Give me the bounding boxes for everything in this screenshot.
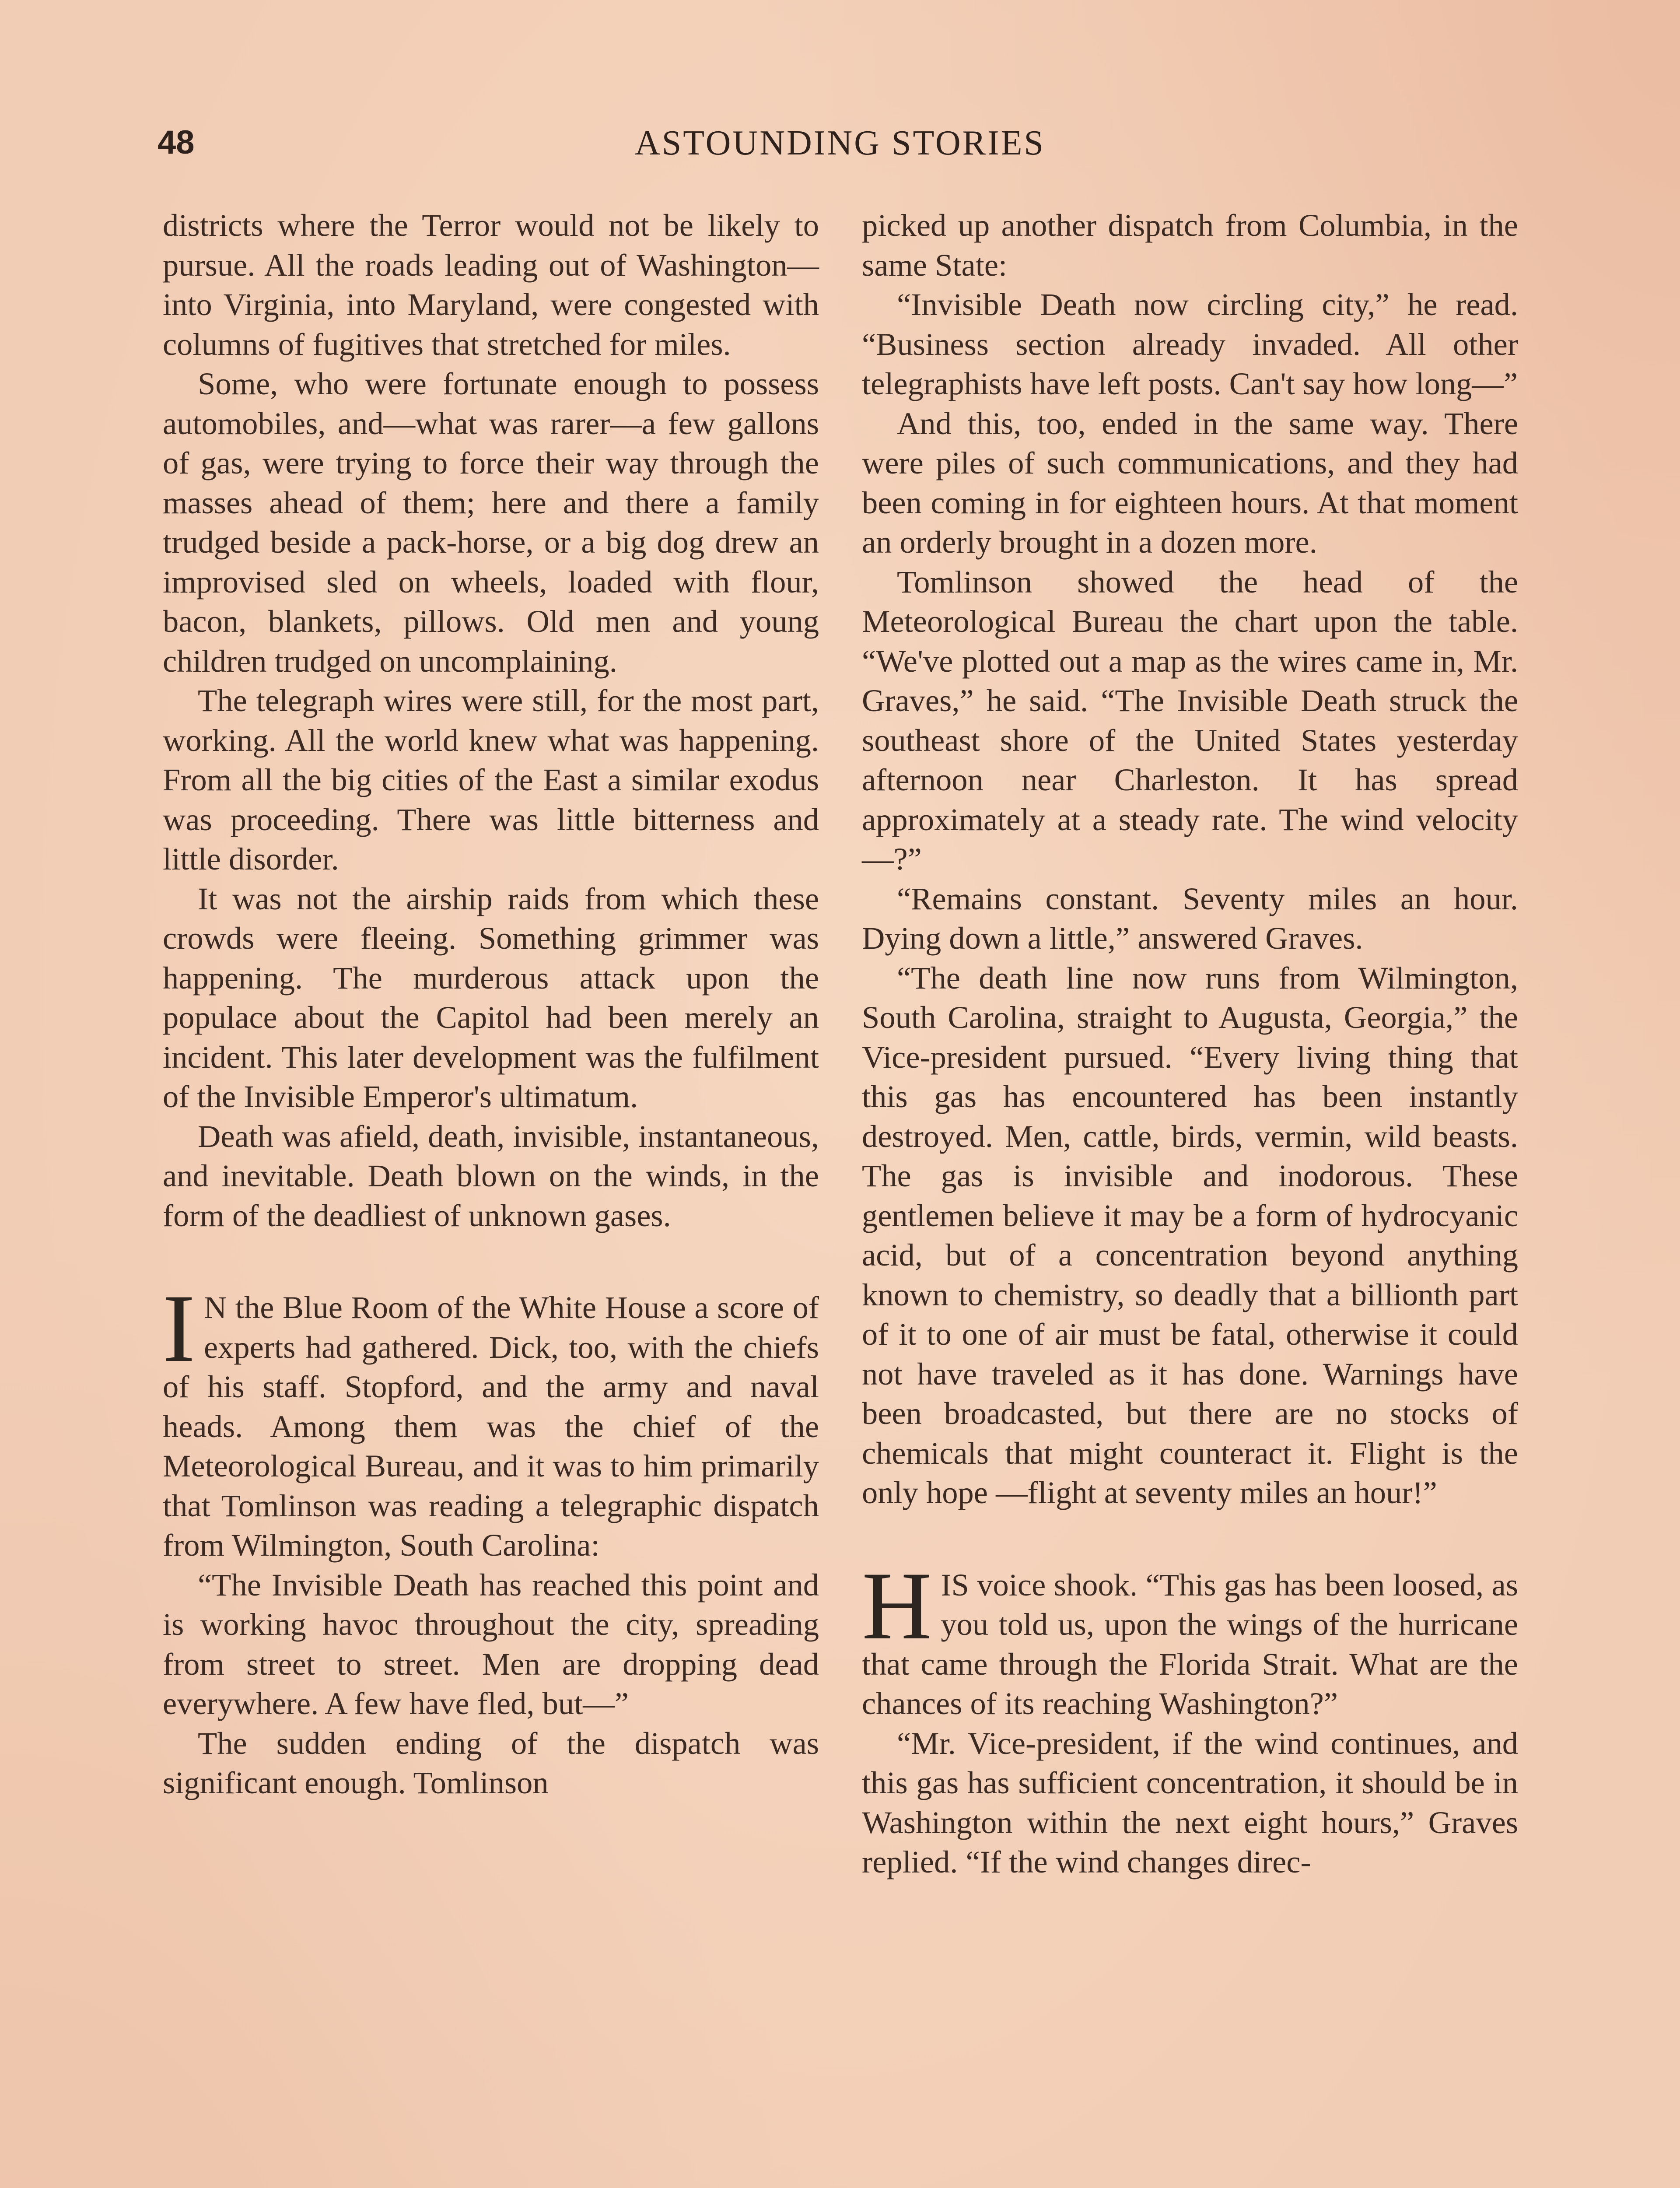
right-column xyxy=(862,206,1518,2188)
paragraph: “The death line now runs from Wilmington, South Carolina, straight to Augusta, Georgia,” the Vice-president pursued. “Every living thing that this gas has encountered has been instantly destroyed. Men, cattle, birds, vermin, wild beasts. The gas is invisible and inodorous. These gentlemen believe it may be a form of hydrocyanic acid, but of a concentration beyond anything known to chemistry, so deadly that a billionth part of it to one of air must be fatal, otherwise it could not have traveled as it has done. Warnings have been broadcasted, but there are no stocks of chemicals that might counteract it. Flight is the only hope —flight at seventy miles an hour!” xyxy=(862,960,1518,1510)
section-opening-paragraph xyxy=(163,1275,819,1565)
page-number: 48 xyxy=(158,124,195,161)
paragraph: The sudden ending of the dispatch was significant enough. Tomlinson xyxy=(163,1725,819,1800)
paragraph: The telegraph wires were still, for the most part, working. All the world knew what was happening. From all the big cities of the East a similar exodus was proceeding. There was little bitterness and little disorder. xyxy=(163,683,819,877)
running-head: ASTOUNDING STORIES xyxy=(634,124,1045,162)
paragraph-text: N the Blue Room of the White House a score of experts had gathered. Dick, too, with the chiefs of his staff. Stopford, and the army and naval heads. Among them was the chief of the Meteorological Bureau, and it was to him primarily that Tomlinson was reading a telegraphic dispatch from Wilmington, South Carolina: xyxy=(163,1290,819,1563)
page-header xyxy=(158,123,1522,172)
paragraph: picked up another dispatch from Columbia, in the same State: xyxy=(862,207,1518,283)
section-opening-paragraph xyxy=(862,1552,1518,1724)
paragraph-text: IS voice shook. “This gas has been loosed, as you told us, upon the wings of the hurricane that came through the Florida Strait. What are the chances of its reaching Washington?” xyxy=(862,1567,1518,1721)
paragraph: Tomlinson showed the head of the Meteorological Bureau the chart upon the table. “We've plotted out a map as the wires came in, Mr. Graves,” he said. “The Invisible Death struck the southeast shore of the United States yesterday afternoon near Charleston. It has spread approximately at a steady rate. The wind velocity—?” xyxy=(862,564,1518,877)
paragraph: And this, too, ended in the same way. There were piles of such communications, and they had been coming in for eighteen hours. At that moment an orderly brought in a dozen more. xyxy=(862,405,1518,560)
drop-cap: H xyxy=(862,1552,932,1660)
paragraph: districts where the Terror would not be likely to pursue. All the roads leading out of Washington—into Virginia, into Maryland, were congested with columns of fugitives that stretched for miles. xyxy=(163,207,819,362)
paragraph: Death was afield, death, invisible, instantaneous, and inevitable. Death blown on the winds, in the form of the deadliest of unknown gases. xyxy=(163,1118,819,1233)
paragraph: “Invisible Death now circling city,” he read. “Business section already invaded. All other telegraphists have left posts. Can't say how long—” xyxy=(862,287,1518,401)
left-column xyxy=(163,206,819,2188)
paragraph: Some, who were fortunate enough to possess automobiles, and—what was rarer—a few gallons of gas, were trying to force their way through the masses ahead of them; here and there a family trudged beside a pack-horse, or a big dog drew an improvised sled on wheels, loaded with flour, bacon, blankets, pillows. Old men and young children trudged on uncomplaining. xyxy=(163,366,819,679)
drop-cap: I xyxy=(163,1275,195,1382)
paragraph: “Remains constant. Seventy miles an hour. Dying down a little,” answered Graves. xyxy=(862,880,1518,956)
paragraph: “The Invisible Death has reached this point and is working havoc throughout the city, spreading from street to street. Men are dropping dead everywhere. A few have fled, but—” xyxy=(163,1567,819,1721)
paragraph: It was not the airship raids from which these crowds were fleeing. Something grimmer was happening. The murderous attack upon the populace about the Capitol had been merely an incident. This later development was the fulfilment of the Invisible Emperor's ultimatum. xyxy=(163,880,819,1114)
paragraph: “Mr. Vice-president, if the wind continues, and this gas has sufficient concentration, it should be in Washington within the next eight hours,” Graves replied. “If the wind changes direc- xyxy=(862,1725,1518,1879)
